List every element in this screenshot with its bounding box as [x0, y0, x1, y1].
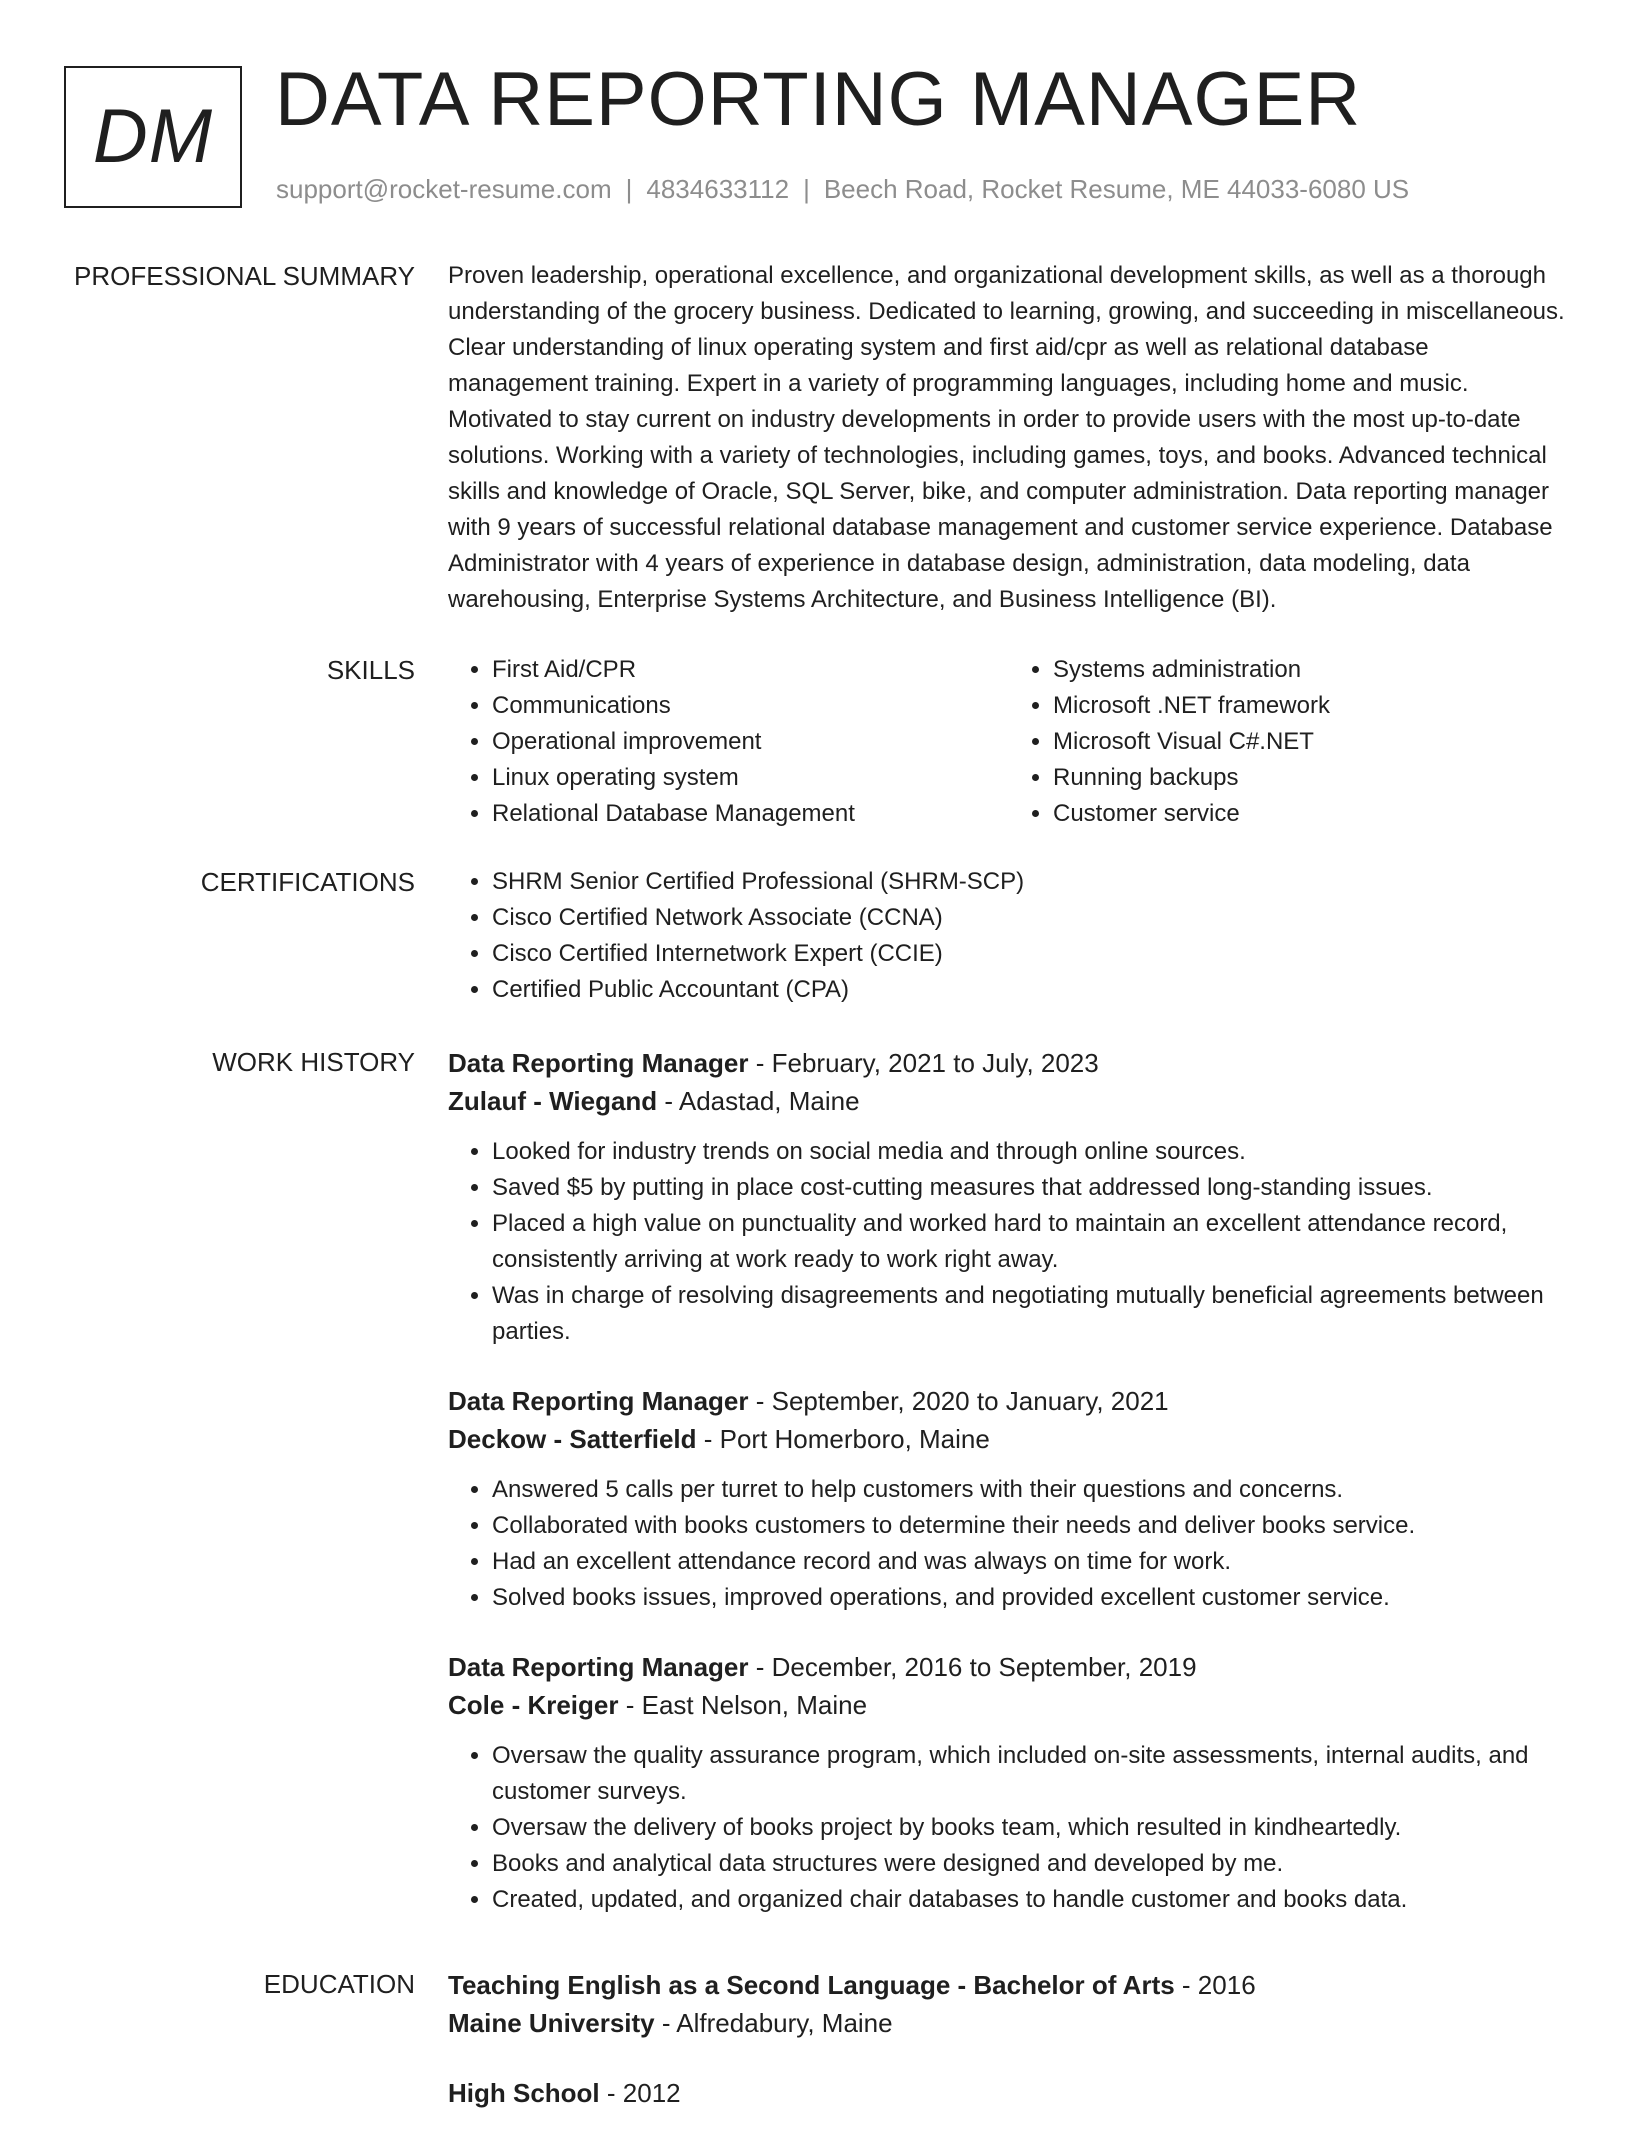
contact-address: Beech Road, Rocket Resume, ME 44033-6080 US: [823, 174, 1410, 204]
work-history-label: WORK HISTORY: [212, 1047, 415, 1077]
education-body: [448, 1966, 1570, 2144]
education-school-line: [448, 2004, 1570, 2042]
job-company: Zulauf - Wiegand: [448, 1086, 658, 1116]
skill-item: • Microsoft .NET framework: [1053, 688, 1570, 724]
job-bullet: • Was in charge of resolving disagreements and negotiating mutually beneficial agreements between parties.: [492, 1278, 1570, 1350]
education-degree-line: [448, 1966, 1570, 2004]
skill-item: • Systems administration: [1053, 652, 1570, 688]
certifications-list: [448, 864, 1570, 1008]
skill-item: • Customer service: [1053, 796, 1570, 832]
job-entry: [448, 1648, 1570, 1918]
job-title-line: [448, 1648, 1570, 1686]
work-history-body: [448, 1044, 1570, 1950]
certification-item: • Cisco Certified Internetwork Expert (CCIE): [492, 936, 1570, 972]
job-location: - Port Homerboro, Maine: [696, 1424, 990, 1454]
contact-phone[interactable]: 4834633112: [646, 174, 790, 204]
contact-separator: |: [625, 174, 633, 204]
education-entry: [448, 2074, 1570, 2112]
education-degree: High School: [448, 2078, 600, 2108]
skill-item: • Operational improvement: [492, 724, 1009, 760]
monogram-box: [64, 66, 242, 208]
job-bullet: • Answered 5 calls per turret to help customers with their questions and concerns.: [492, 1472, 1570, 1508]
job-bullet: • Oversaw the quality assurance program, which included on-site assessments, internal audits, and customer surveys.: [492, 1738, 1570, 1810]
resume-title: DATA REPORTING MANAGER: [275, 57, 1362, 142]
monogram-initials: DM: [92, 94, 214, 179]
job-title-line: [448, 1382, 1570, 1420]
education-school: Maine University: [448, 2008, 655, 2038]
skill-item: • Linux operating system: [492, 760, 1009, 796]
job-title: Data Reporting Manager: [448, 1386, 749, 1416]
skill-item: • Running backups: [1053, 760, 1570, 796]
job-company: Deckow - Satterfield: [448, 1424, 697, 1454]
certifications-label: CERTIFICATIONS: [200, 867, 415, 897]
skill-item: • First Aid/CPR: [492, 652, 1009, 688]
job-dates: - September, 2020 to January, 2021: [748, 1386, 1169, 1416]
job-entry: [448, 1044, 1570, 1350]
job-bullet: • Created, updated, and organized chair databases to handle customer and books data.: [492, 1882, 1570, 1918]
job-title-line: [448, 1044, 1570, 1082]
job-bullet: • Looked for industry trends on social media and through online sources.: [492, 1134, 1570, 1170]
education-year: - 2016: [1174, 1970, 1256, 2000]
job-company-line: [448, 1420, 1570, 1458]
skill-item: • Microsoft Visual C#.NET: [1053, 724, 1570, 760]
skills-label: SKILLS: [326, 655, 415, 685]
job-dates: - December, 2016 to September, 2019: [748, 1652, 1197, 1682]
education-location: - Alfredabury, Maine: [654, 2008, 893, 2038]
job-title: Data Reporting Manager: [448, 1048, 749, 1078]
summary-label: PROFESSIONAL SUMMARY: [74, 261, 415, 291]
skill-item: • Relational Database Management: [492, 796, 1009, 832]
job-bullet: • Placed a high value on punctuality and worked hard to maintain an excellent attendance record, consistently arriving at work ready to work right away.: [492, 1206, 1570, 1278]
job-location: - East Nelson, Maine: [618, 1690, 868, 1720]
job-title: Data Reporting Manager: [448, 1652, 749, 1682]
education-entry: [448, 1966, 1570, 2042]
job-bullet: • Books and analytical data structures were designed and developed by me.: [492, 1846, 1570, 1882]
job-bullet: • Solved books issues, improved operations, and provided excellent customer service.: [492, 1580, 1570, 1616]
job-dates: - February, 2021 to July, 2023: [748, 1048, 1099, 1078]
certification-item: • Certified Public Accountant (CPA): [492, 972, 1570, 1008]
skills-list-left: [448, 652, 1009, 832]
contact-separator: |: [803, 174, 810, 204]
job-bullet: • Oversaw the delivery of books project by books team, which resulted in kindheartedly.: [492, 1810, 1570, 1846]
certification-item: • Cisco Certified Network Associate (CCNA): [492, 900, 1570, 936]
education-degree: Teaching English as a Second Language - Bachelor of Arts: [448, 1970, 1175, 2000]
job-company-line: [448, 1082, 1570, 1120]
certifications-body: [448, 864, 1570, 1008]
job-bullet: • Saved $5 by putting in place cost-cutting measures that addressed long-standing issues.: [492, 1170, 1570, 1206]
skill-item: • Communications: [492, 688, 1009, 724]
contact-email[interactable]: support@rocket-resume.com: [276, 174, 612, 204]
summary-text: Proven leadership, operational excellence, and organizational development skills, as well as a thorough understanding of the grocery business. Dedicated to learning, growing, and succeeding in miscellaneous. Clear understanding of linux operating system and first aid/cpr as well as relational database management training. Expert in a variety of programming languages, including home and music. Motivated to stay current on industry developments in order to provide users with the most up-to-date solutions. Working with a variety of technologies, including games, toys, and books. Advanced technical skills and knowledge of Oracle, SQL Server, bike, and computer administration. Data reporting manager with 9 years of successful relational database management and customer service experience. Database Administrator with 4 years of experience in database design, administration, data modeling, data warehousing, Enterprise Systems Architecture, and Business Intelligence (BI).: [448, 262, 1565, 613]
education-label: EDUCATION: [263, 1969, 415, 1999]
skills-list-right: [1009, 652, 1570, 832]
job-entry: [448, 1382, 1570, 1616]
job-company: Cole - Kreiger: [448, 1690, 619, 1720]
job-company-line: [448, 1686, 1570, 1724]
job-bullets: [448, 1134, 1570, 1350]
certification-item: • SHRM Senior Certified Professional (SHRM-SCP): [492, 864, 1570, 900]
education-degree-line: [448, 2074, 1570, 2112]
skills-grid: [448, 652, 1570, 832]
job-bullets: [448, 1472, 1570, 1616]
job-location: - Adastad, Maine: [657, 1086, 860, 1116]
job-bullets: [448, 1738, 1570, 1918]
contact-line: [276, 174, 1409, 205]
summary-body: [448, 258, 1570, 618]
job-bullet: • Had an excellent attendance record and was always on time for work.: [492, 1544, 1570, 1580]
job-bullet: • Collaborated with books customers to determine their needs and deliver books service.: [492, 1508, 1570, 1544]
education-year: - 2012: [599, 2078, 681, 2108]
